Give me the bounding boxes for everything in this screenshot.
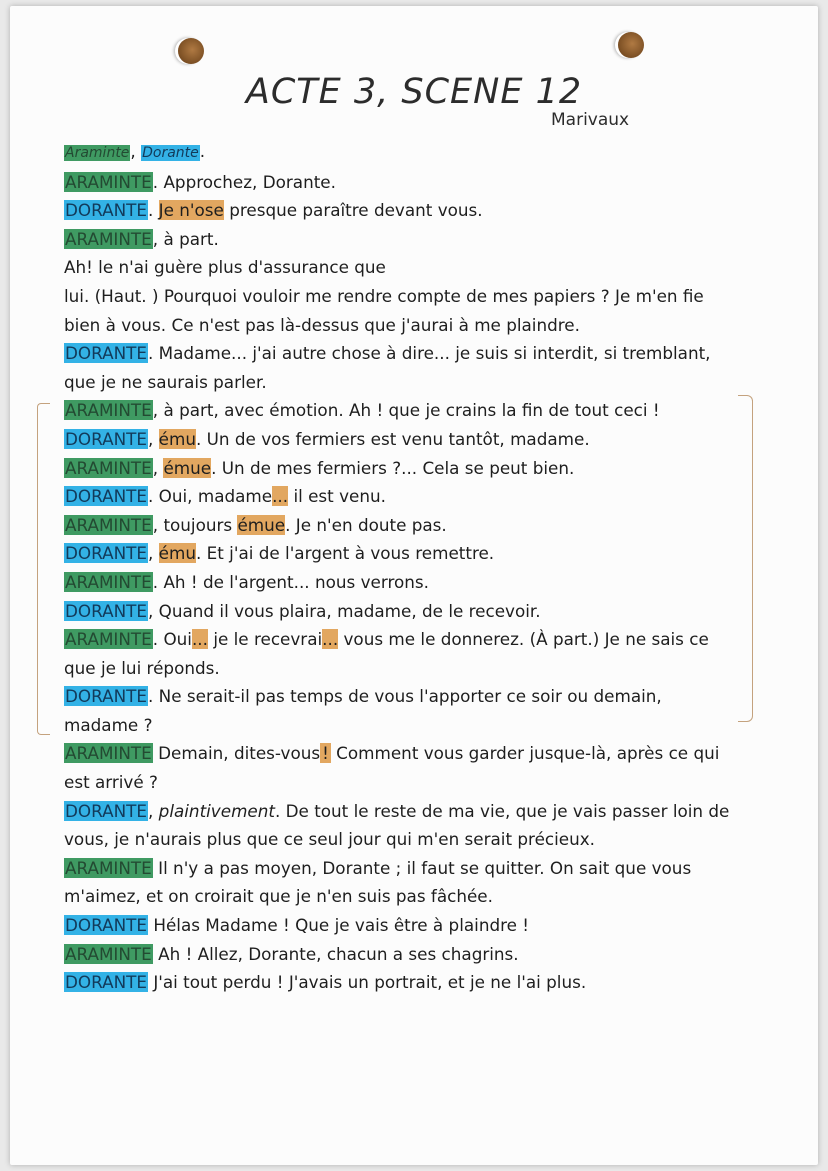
- punch-hole-left: [178, 38, 204, 64]
- dialogue-line: ARAMINTE, à part.: [65, 228, 219, 249]
- dialogue-line: DORANTE. Ne serait-il pas temps de vous l'apporter ce soir ou demain, madame ?: [64, 686, 662, 735]
- speaker-dorante: DORANTE: [65, 200, 147, 221]
- speaker-dorante: DORANTE: [65, 543, 147, 564]
- stage-direction: plaintivement: [158, 800, 275, 821]
- dialogue-line: DORANTE J'ai tout perdu ! J'avais un portrait, et je ne l'ai plus.: [65, 972, 587, 993]
- speaker-dorante: DORANTE: [65, 686, 147, 707]
- dialogue-line: ARAMINTE. Approchez, Dorante.: [65, 171, 336, 192]
- highlighted-emotion: ému: [158, 543, 196, 564]
- dialogue-line: DORANTE Hélas Madame ! Que je vais être à plaindre !: [65, 915, 530, 936]
- speaker-araminte: ARAMINTE: [65, 457, 152, 478]
- dialogue-line: DORANTE, ému. Et j'ai de l'argent à vous remettre.: [65, 543, 495, 564]
- speaker-dorante: Dorante: [142, 145, 199, 161]
- dialogue-line: DORANTE. Oui, madame... il est venu.: [65, 486, 386, 507]
- highlighted-exclamation: !: [322, 743, 329, 764]
- highlighted-ellipsis: ...: [322, 629, 339, 650]
- speaker-dorante: DORANTE: [65, 800, 147, 821]
- speaker-araminte: ARAMINTE: [65, 571, 152, 592]
- dialogue-line: ARAMINTE Ah ! Allez, Dorante, chacun a ses chagrins.: [65, 943, 519, 964]
- dialogue-line: DORANTE. Madame... j'ai autre chose à dire... je suis si interdit, si tremblant, que je ne saurais parler.: [64, 343, 711, 392]
- speaker-araminte: ARAMINTE: [65, 743, 152, 764]
- punch-hole-right: [618, 32, 644, 58]
- stage-characters: Araminte, Dorante.: [65, 141, 206, 161]
- highlighted-emotion: émue: [237, 514, 286, 535]
- speaker-araminte: ARAMINTE: [65, 228, 152, 249]
- highlighted-ellipsis: ...: [272, 486, 289, 507]
- dialogue-line: ARAMINTE Il n'y a pas moyen, Dorante ; il faut se quitter. On sait que vous m'aimez, et on croirait que je n'en suis pas fâchée.: [64, 857, 692, 907]
- dialogue-line: ARAMINTE Demain, dites-vous ! Comment vous garder jusque-là, après ce qui est arrivé ?: [64, 743, 720, 793]
- speaker-araminte: ARAMINTE: [65, 514, 152, 535]
- margin-bracket-left: [37, 403, 50, 735]
- dialogue-text: [64, 137, 736, 997]
- highlighted-ellipsis: ...: [191, 629, 208, 650]
- highlighted-emotion: émue: [163, 457, 212, 478]
- highlighted-emotion: ému: [158, 428, 196, 449]
- dialogue-line: ARAMINTE. Oui... je le recevrai... vous me le donnerez. (À part.) Je ne sais ce que je lui réponds.: [64, 629, 709, 678]
- speaker-araminte: ARAMINTE: [65, 943, 152, 964]
- dialogue-line: DORANTE. Je n'ose presque paraître devant vous.: [65, 200, 483, 221]
- dialogue-line: lui. (Haut. ) Pourquoi vouloir me rendre compte de mes papiers ? Je m'en fie bien à vous. Ce n'est pas là-dessus que j'aurai à me plaindre.: [64, 285, 704, 335]
- speaker-dorante: DORANTE: [65, 428, 147, 449]
- dialogue-line: Ah! le n'ai guère plus d'assurance que: [64, 257, 386, 278]
- dialogue-line: ARAMINTE, émue. Un de mes fermiers ?... Cela se peut bien.: [65, 457, 575, 478]
- speaker-dorante: DORANTE: [65, 972, 147, 993]
- speaker-araminte: ARAMINTE: [65, 171, 152, 192]
- speaker-araminte: ARAMINTE: [65, 400, 152, 421]
- dialogue-line: ARAMINTE, à part, avec émotion. Ah ! que je crains la fin de tout ceci !: [65, 400, 660, 421]
- speaker-araminte: ARAMINTE: [65, 857, 152, 878]
- margin-bracket-right: [738, 395, 753, 722]
- speaker-araminte: Araminte: [65, 145, 130, 161]
- dialogue-line: DORANTE, plaintivement. De tout le reste de ma vie, que je vais passer loin de vous, je n'aurais plus que ce seul jour qui m'en serait précieux.: [64, 800, 730, 850]
- speaker-araminte: ARAMINTE: [65, 629, 152, 650]
- dialogue-line: ARAMINTE. Ah ! de l'argent... nous verrons.: [65, 571, 429, 592]
- dialogue-line: ARAMINTE, toujours émue. Je n'en doute pas.: [65, 514, 447, 535]
- page-title: ACTE 3, SCENE 12: [245, 72, 583, 112]
- dialogue-line: DORANTE, ému. Un de vos fermiers est venu tantôt, madame.: [65, 428, 590, 449]
- speaker-dorante: DORANTE: [65, 343, 147, 364]
- speaker-dorante: DORANTE: [65, 600, 147, 621]
- dialogue-line: DORANTE, Quand il vous plaira, madame, de le recevoir.: [65, 600, 541, 621]
- author-name: Marivaux: [551, 110, 630, 130]
- speaker-dorante: DORANTE: [65, 486, 147, 507]
- speaker-dorante: DORANTE: [65, 915, 147, 936]
- highlighted-phrase: Je n'ose: [158, 200, 224, 221]
